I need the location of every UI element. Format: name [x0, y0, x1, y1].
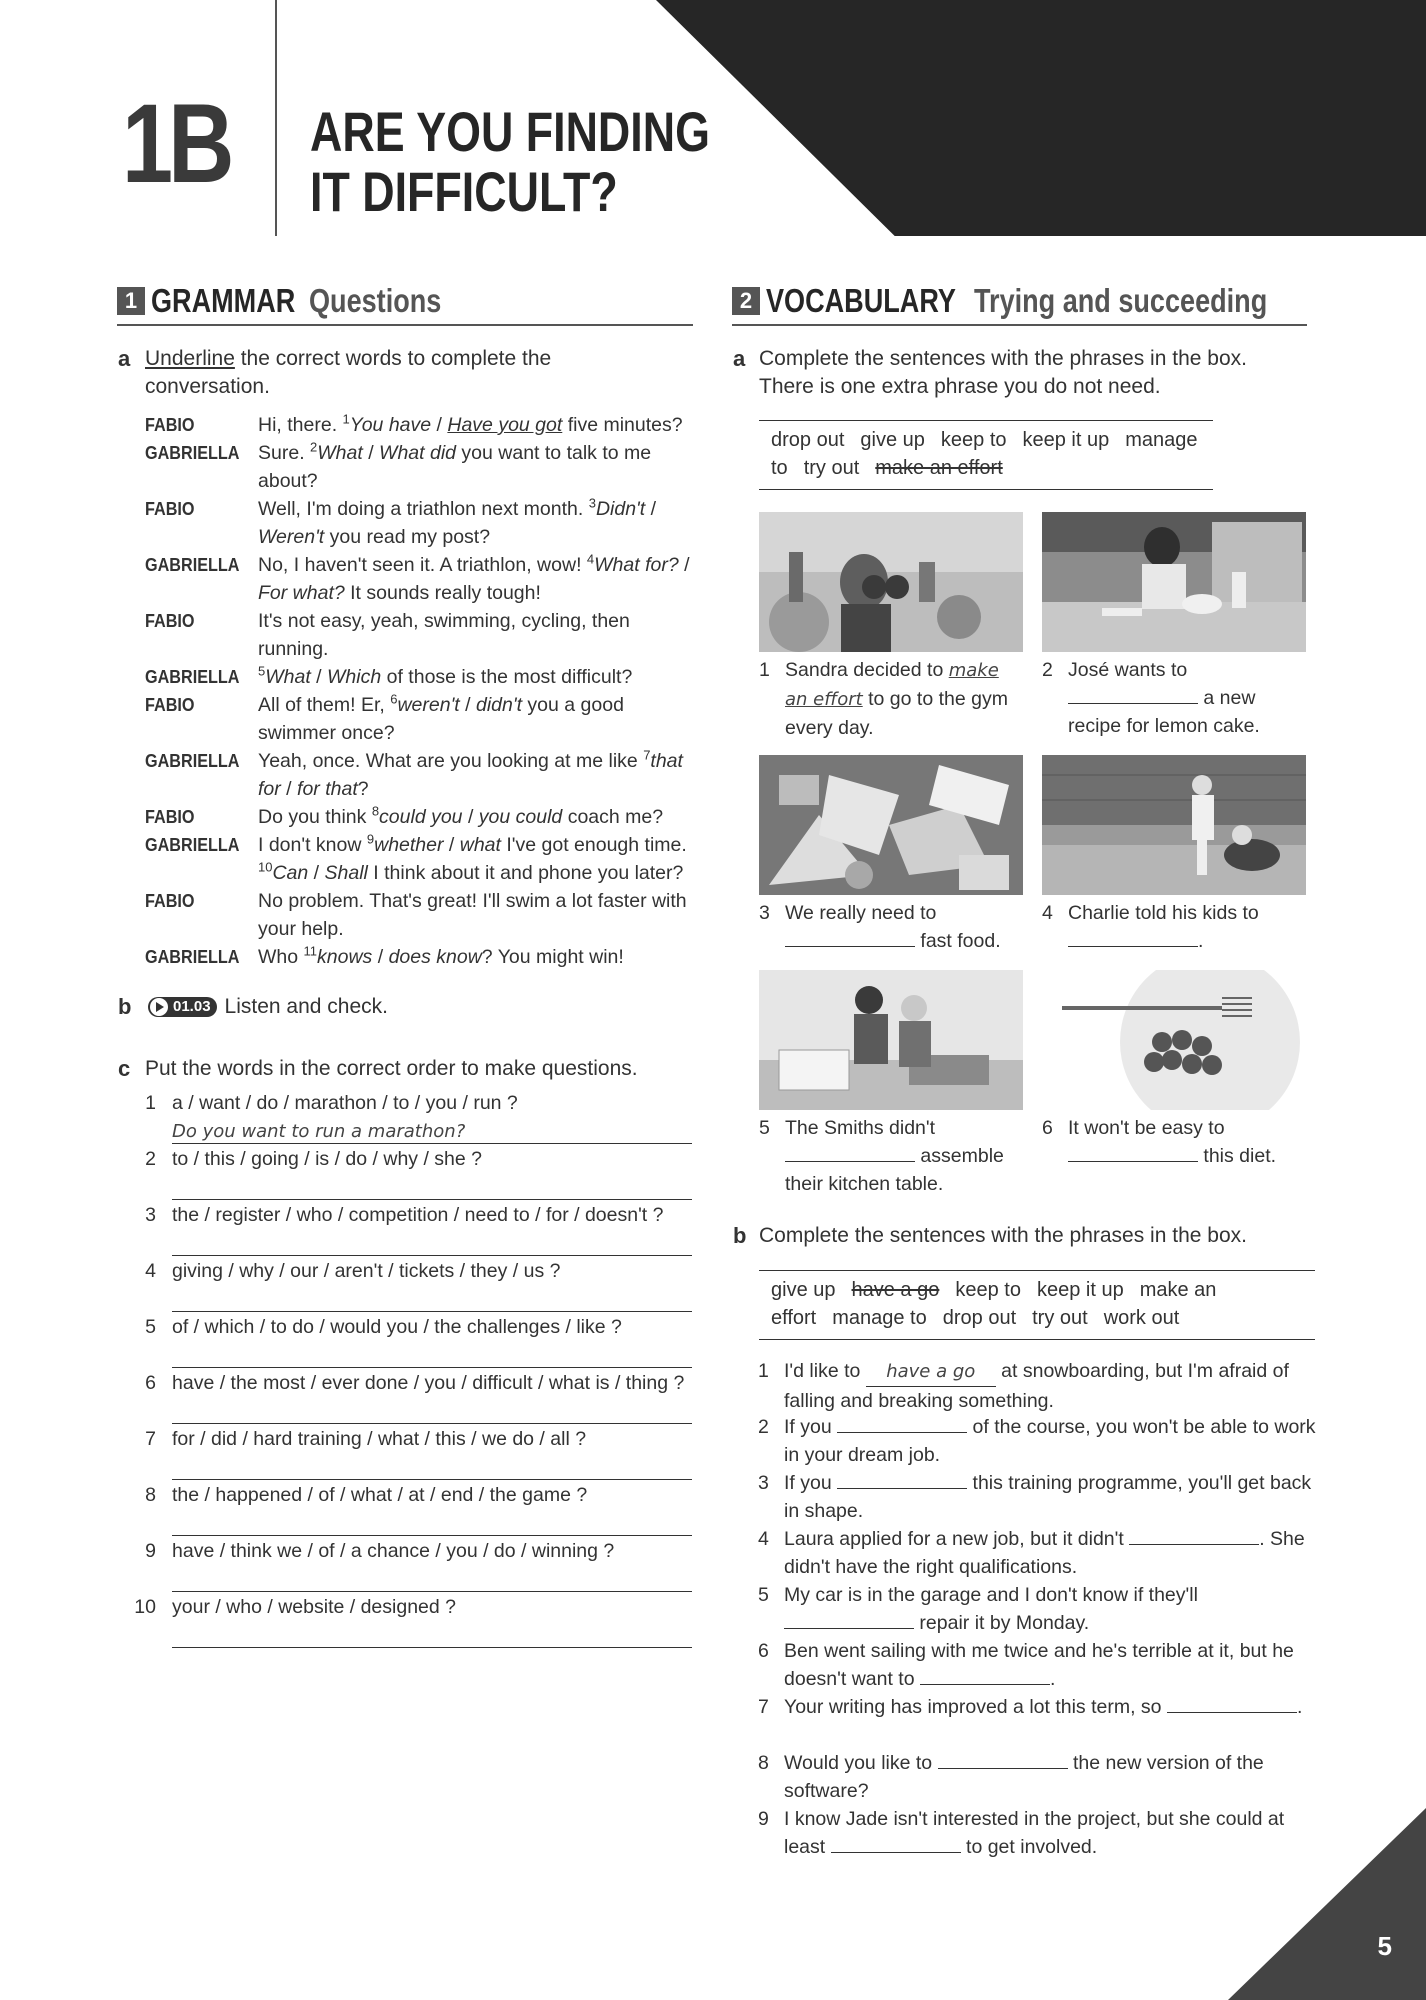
- line-text: It's not easy, yeah, swimming, cycling, then running.: [258, 610, 630, 660]
- sentence-text: [784, 1637, 1316, 1693]
- option-b[interactable]: For what?: [258, 582, 345, 604]
- answer-text: have a go: [866, 1358, 996, 1387]
- caption-pre: We really need to: [785, 902, 937, 924]
- answer-text: make an effort: [785, 660, 999, 710]
- option-number: 7: [643, 747, 651, 763]
- question-item: [132, 1369, 692, 1425]
- option-number: 8: [371, 803, 380, 819]
- speaker-name: FABIO: [145, 891, 195, 911]
- option-separator: /: [308, 862, 325, 884]
- line-text: ?: [357, 778, 369, 800]
- sentence-pre: Laura applied for a new job, but it didn't: [784, 1528, 1130, 1550]
- sentence-text: [784, 1749, 1316, 1805]
- line-text: Yeah, once. What are you looking at me like: [258, 750, 644, 772]
- question-number: 6: [145, 1372, 156, 1394]
- question-item: [132, 1145, 692, 1201]
- answer-blank[interactable]: [920, 1666, 1050, 1685]
- dialogue-line: [258, 943, 698, 971]
- answer-blank[interactable]: [1129, 1526, 1259, 1545]
- caption-pre: José wants to: [1068, 659, 1188, 681]
- option-a[interactable]: What: [265, 666, 311, 688]
- sentence-number: 4: [758, 1528, 769, 1550]
- line-text: you want to talk to me about?: [258, 442, 652, 492]
- answer-blank[interactable]: [1167, 1694, 1297, 1713]
- unit-code: 1B: [122, 81, 230, 206]
- exercise-letter: a: [733, 346, 746, 371]
- photo-assembly: [759, 970, 1023, 1110]
- line-text: I've got enough time.: [500, 834, 687, 856]
- option-separator: /: [362, 442, 380, 464]
- option-b[interactable]: didn't: [475, 694, 522, 716]
- play-icon: [150, 998, 168, 1016]
- audio-track-button[interactable]: [148, 997, 217, 1017]
- box-phrase: have a go: [851, 1279, 940, 1301]
- speaker-name: FABIO: [145, 695, 195, 715]
- sentence-number: 1: [758, 1360, 769, 1382]
- caption-pre: Sandra decided to: [785, 659, 949, 681]
- line-text: you read my post?: [324, 526, 491, 548]
- question-words: have / the most / ever done / you / difficult / what is / thing ?: [172, 1372, 685, 1394]
- answer-line[interactable]: [172, 1621, 692, 1648]
- sentence-post: to get involved.: [960, 1836, 1098, 1858]
- sentence-pre: My car is in the garage and I don't know if they'll: [784, 1584, 1198, 1606]
- dialogue-line: [258, 607, 698, 663]
- dialogue-line: [258, 747, 698, 803]
- box-phrase: give up: [860, 429, 925, 451]
- grammar-a-instruction: [145, 345, 665, 401]
- question-number: 2: [145, 1148, 156, 1170]
- section-topic: Questions: [308, 282, 442, 319]
- question-item: [132, 1481, 692, 1537]
- line-text: No, I haven't seen it. A triathlon, wow!: [258, 554, 587, 576]
- unit-divider: [275, 0, 277, 236]
- dialogue-line: [258, 411, 698, 439]
- sentence-post: the new version of the software?: [784, 1752, 1264, 1802]
- caption-text: [785, 656, 1025, 742]
- section-topic: Trying and succeeding: [973, 282, 1267, 319]
- line-text: I think about it and phone you later?: [367, 862, 684, 884]
- question-item: [132, 1593, 692, 1649]
- answer-blank[interactable]: [1068, 685, 1198, 704]
- word-box-b: [759, 1270, 1315, 1340]
- section-number: 2: [732, 287, 760, 315]
- option-a[interactable]: What for?: [594, 554, 679, 576]
- question-words: your / who / website / designed ?: [172, 1596, 456, 1618]
- speaker-name: GABRIELLA: [145, 555, 240, 575]
- question-words: the / happened / of / what / at / end / the game ?: [172, 1484, 588, 1506]
- line-text: All of them! Er,: [258, 694, 391, 716]
- sentence-post: at snowboarding, but I'm afraid of falling and breaking something.: [784, 1360, 1289, 1412]
- question-words: giving / why / our / aren't / tickets / they / us ?: [172, 1260, 561, 1282]
- sentence-pre: Ben went sailing with me twice and he's terrible at it, but he doesn't want to: [784, 1640, 1294, 1690]
- answer-line[interactable]: [172, 1509, 692, 1536]
- option-a[interactable]: that for: [258, 750, 683, 800]
- question-item: [132, 1313, 692, 1369]
- caption-post: to go to the gym every day.: [785, 688, 1008, 739]
- underline-word: Underline: [145, 347, 235, 370]
- speaker-name: FABIO: [145, 807, 195, 827]
- line-text: Who: [258, 946, 304, 968]
- dialogue-line: [258, 439, 698, 495]
- track-number: 01.03: [173, 998, 211, 1016]
- word-box-a: [759, 420, 1213, 490]
- line-text: It sounds really tough!: [344, 582, 541, 604]
- sentence-number: 6: [758, 1640, 769, 1662]
- section-number: 1: [117, 287, 145, 315]
- line-text: No problem. That's great! I'll swim a lot faster with your help.: [258, 890, 687, 940]
- answer-blank[interactable]: [1068, 928, 1198, 947]
- caption-text: [785, 899, 1025, 955]
- box-phrase: manage to: [771, 429, 1198, 479]
- option-b[interactable]: you could: [478, 806, 563, 828]
- sentence-text: [784, 1581, 1316, 1637]
- caption-pre: Charlie told his kids to: [1068, 902, 1259, 924]
- sentence-pre: Your writing has improved a lot this term, so: [784, 1696, 1167, 1718]
- question-number: 5: [145, 1316, 156, 1338]
- sentence-text: [784, 1469, 1316, 1525]
- answer-line[interactable]: [172, 1565, 692, 1592]
- option-separator: /: [310, 666, 328, 688]
- section-name: GRAMMAR: [151, 282, 296, 319]
- question-number: 9: [145, 1540, 156, 1562]
- dialogue-line: [258, 859, 698, 887]
- caption-number: 5: [759, 1117, 770, 1139]
- caption-post: this diet.: [1198, 1145, 1277, 1167]
- option-b[interactable]: what: [459, 834, 501, 856]
- caption-number: 1: [759, 659, 770, 681]
- speaker-name: GABRIELLA: [145, 947, 240, 967]
- sentence-number: 7: [758, 1696, 769, 1718]
- option-number: 3: [588, 495, 596, 511]
- sentence-post: . She didn't have the right qualifications.: [784, 1528, 1305, 1578]
- speaker-name: FABIO: [145, 415, 195, 435]
- option-separator: /: [280, 778, 298, 800]
- box-phrase: keep it up: [1036, 1279, 1124, 1301]
- speaker-name: GABRIELLA: [145, 835, 240, 855]
- sentence-number: 9: [758, 1808, 769, 1830]
- photo-diet-plate: [1042, 970, 1306, 1110]
- option-number: 5: [258, 663, 266, 679]
- sentence-pre: If you: [784, 1416, 838, 1438]
- box-phrase: try out: [803, 457, 860, 479]
- speaker-name: GABRIELLA: [145, 667, 240, 687]
- question-number: 3: [145, 1204, 156, 1226]
- question-words: a / want / do / marathon / to / you / run ?: [172, 1092, 518, 1114]
- speaker-name: FABIO: [145, 611, 195, 631]
- question-item: [132, 1537, 692, 1593]
- question-item: [132, 1257, 692, 1313]
- option-number: 10: [258, 859, 273, 875]
- line-text: ? You might win!: [481, 946, 624, 968]
- answer-line[interactable]: [172, 1229, 692, 1256]
- dialogue-line: [258, 495, 698, 551]
- sentence-number: 2: [758, 1416, 769, 1438]
- caption-post: assemble their kitchen table.: [785, 1145, 1004, 1195]
- sentence-text: [784, 1413, 1316, 1469]
- option-number: 1: [342, 411, 350, 427]
- dialogue-line: [258, 551, 698, 607]
- box-phrase: make an effort: [875, 457, 1003, 479]
- answer-blank[interactable]: [837, 1470, 967, 1489]
- answer-line[interactable]: [172, 1453, 692, 1480]
- grammar-b-instruction: [148, 993, 388, 1021]
- answer-blank[interactable]: [1068, 1143, 1198, 1162]
- sentence-post: of the course, you won't be able to work in your dream job.: [784, 1416, 1316, 1466]
- option-separator: /: [443, 834, 460, 856]
- vocabulary-heading: [732, 282, 1307, 326]
- sentence-pre: Would you like to: [784, 1752, 938, 1774]
- dialogue-line: [258, 663, 698, 691]
- section-name: VOCABULARY: [766, 282, 956, 319]
- option-a[interactable]: What: [317, 442, 363, 464]
- option-a[interactable]: whether: [374, 834, 444, 856]
- question-words: to / this / going / is / do / why / she ?: [172, 1148, 482, 1170]
- option-b[interactable]: Which: [327, 666, 382, 688]
- box-phrase: try out: [1032, 1307, 1088, 1329]
- caption-number: 6: [1042, 1117, 1053, 1139]
- option-b[interactable]: Shall: [324, 862, 368, 884]
- box-phrase: make an effort: [771, 1279, 1217, 1329]
- caption-pre: It won't be easy to: [1068, 1117, 1225, 1139]
- instruction-rest: the correct words to complete the conversation.: [145, 347, 552, 398]
- option-a[interactable]: Can: [272, 862, 309, 884]
- answer-blank[interactable]: [837, 1414, 967, 1433]
- option-number: 4: [586, 551, 595, 567]
- answer-line[interactable]: [172, 1285, 692, 1312]
- dialogue-line: [258, 803, 698, 831]
- sentence-text: [784, 1805, 1316, 1861]
- header-corner-shape: [656, 0, 1426, 236]
- speaker-name: GABRIELLA: [145, 443, 240, 463]
- question-words: the / register / who / competition / need to / for / doesn't ?: [172, 1204, 664, 1226]
- option-a[interactable]: could you: [379, 806, 463, 828]
- option-number: 2: [310, 439, 318, 455]
- answer-blank[interactable]: [785, 1143, 915, 1162]
- dialogue-line: [258, 691, 698, 747]
- box-phrase: keep it up: [1022, 429, 1110, 451]
- sentence-pre: If you: [784, 1472, 838, 1494]
- exercise-letter: b: [733, 1223, 747, 1248]
- option-b[interactable]: What did: [379, 442, 456, 464]
- option-number: 11: [303, 943, 318, 959]
- exercise-letter: a: [118, 346, 131, 371]
- sentence-number: 8: [758, 1752, 769, 1774]
- line-text: Hi, there.: [258, 414, 343, 436]
- caption-text: [1068, 656, 1308, 740]
- sentence-text: [784, 1525, 1316, 1581]
- exercise-letter: b: [118, 994, 132, 1019]
- question-number: 8: [145, 1484, 156, 1506]
- answer-blank[interactable]: [785, 928, 915, 947]
- option-b[interactable]: Have you got: [447, 414, 563, 436]
- answer-text: Do you want to run a marathon?: [172, 1121, 466, 1142]
- speaker-name: GABRIELLA: [145, 751, 240, 771]
- box-phrase: drop out: [942, 1307, 1017, 1329]
- grammar-c-instruction: Put the words in the correct order to make questions.: [145, 1057, 638, 1080]
- photo-kitchen: [1042, 512, 1306, 652]
- caption-number: 2: [1042, 659, 1053, 681]
- option-number: 9: [366, 831, 375, 847]
- sentence-text: [784, 1357, 1316, 1415]
- answer-line[interactable]: [172, 1341, 692, 1368]
- unit-title: ARE YOU FINDING IT DIFFICULT?: [310, 100, 710, 223]
- sentence-post: .: [1296, 1696, 1303, 1718]
- question-number: 7: [145, 1428, 156, 1450]
- option-a[interactable]: Didn't: [595, 498, 646, 520]
- caption-number: 4: [1042, 902, 1053, 924]
- option-separator: /: [645, 498, 657, 520]
- line-text: of those is the most difficult?: [381, 666, 633, 688]
- photo-baseball: [1042, 755, 1306, 895]
- line-text: coach me?: [562, 806, 664, 828]
- vocab-a-instruction: Complete the sentences with the phrases in the box. There is one extra phrase you do not need.: [759, 347, 1247, 398]
- question-item: [132, 1425, 692, 1481]
- question-number: 10: [134, 1596, 156, 1618]
- sentence-pre: I know Jade isn't interested in the project, but she could at least: [784, 1808, 1285, 1858]
- answer-blank[interactable]: [784, 1610, 914, 1629]
- option-b[interactable]: for that: [297, 778, 358, 800]
- sentence-post: repair it by Monday.: [914, 1612, 1090, 1634]
- option-a[interactable]: You have: [349, 414, 432, 436]
- photo-gym: [759, 512, 1023, 652]
- question-number: 1: [145, 1092, 156, 1114]
- page-number: 5: [1377, 1931, 1392, 1961]
- caption-text: [785, 1114, 1025, 1198]
- sentence-text: [784, 1693, 1316, 1721]
- question-item: [132, 1201, 692, 1257]
- dialogue-line: [258, 887, 698, 943]
- answer-line[interactable]: [172, 1173, 692, 1200]
- exercise-letter: c: [118, 1056, 131, 1081]
- sentence-number: 3: [758, 1472, 769, 1494]
- sentence-post: this training programme, you'll get back in shape.: [784, 1472, 1312, 1522]
- caption-text: [1068, 899, 1308, 955]
- line-text: five minutes?: [562, 414, 683, 436]
- caption-post: a new recipe for lemon cake.: [1068, 687, 1260, 737]
- answer-blank[interactable]: [831, 1834, 961, 1853]
- answer-line[interactable]: [172, 1117, 692, 1144]
- listen-text: Listen and check.: [224, 995, 388, 1018]
- sentence-pre: I'd like to: [784, 1360, 866, 1382]
- box-phrase: keep to: [955, 1279, 1021, 1301]
- box-phrase: drop out: [771, 429, 845, 451]
- dialogue-line: [258, 831, 698, 859]
- option-number: 6: [390, 691, 398, 707]
- option-separator: /: [459, 694, 476, 716]
- option-separator: /: [678, 554, 690, 576]
- question-words: for / did / hard training / what / this / we do / all ?: [172, 1428, 587, 1450]
- question-words: have / think we / of / a chance / you / do / winning ?: [172, 1540, 615, 1562]
- option-b[interactable]: Weren't: [258, 526, 325, 548]
- vocab-b-instruction: Complete the sentences with the phrases in the box.: [759, 1224, 1247, 1247]
- option-b[interactable]: does know: [388, 946, 482, 968]
- photo-fast-food: [759, 755, 1023, 895]
- line-text: you a good swimmer once?: [258, 694, 624, 744]
- caption-post: .: [1198, 930, 1204, 952]
- grammar-heading: [117, 282, 693, 326]
- caption-text: [1068, 1114, 1308, 1170]
- option-a[interactable]: weren't: [397, 694, 460, 716]
- line-text: Well, I'm doing a triathlon next month.: [258, 498, 589, 520]
- line-text: Sure.: [258, 442, 311, 464]
- sentence-number: 5: [758, 1584, 769, 1606]
- answer-blank[interactable]: [938, 1750, 1068, 1769]
- option-separator: /: [372, 946, 389, 968]
- line-text: I don't know: [258, 834, 367, 856]
- box-phrase: keep to: [940, 429, 1007, 451]
- sentence-post: .: [1049, 1668, 1056, 1690]
- box-phrase: work out: [1103, 1307, 1180, 1329]
- question-item: [132, 1089, 692, 1145]
- question-words: of / which / to do / would you / the challenges / like ?: [172, 1316, 622, 1338]
- option-a[interactable]: knows: [317, 946, 373, 968]
- speaker-name: FABIO: [145, 499, 195, 519]
- question-number: 4: [145, 1260, 156, 1282]
- box-phrase: give up: [771, 1279, 836, 1301]
- answer-line[interactable]: [172, 1397, 692, 1424]
- caption-post: fast food.: [915, 930, 1001, 952]
- caption-pre: The Smiths didn't: [785, 1117, 936, 1139]
- line-text: Do you think: [258, 806, 372, 828]
- caption-number: 3: [759, 902, 770, 924]
- option-separator: /: [462, 806, 479, 828]
- option-separator: /: [431, 414, 448, 436]
- box-phrase: manage to: [832, 1307, 927, 1329]
